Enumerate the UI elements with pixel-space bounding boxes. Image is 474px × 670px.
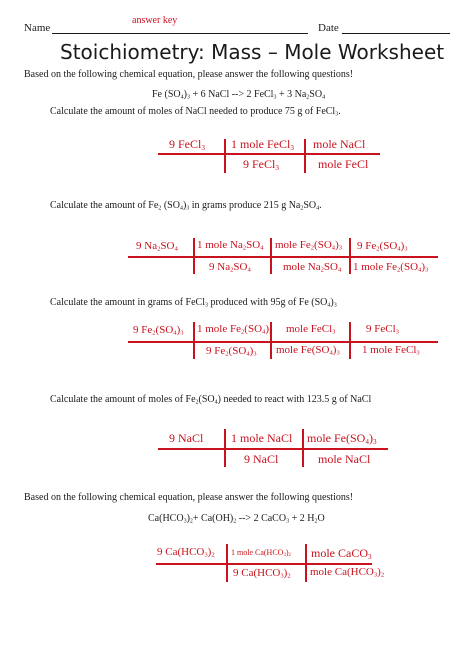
answer-3-top-4: 9 FeCl$_3$ (366, 323, 399, 336)
answer-4-top-1: 9 NaCl (169, 431, 204, 445)
answer-4-top-3: mole $Fe(SO_4)_3$ (307, 431, 377, 446)
answer-4-bottom-1: 9 NaCl (244, 452, 279, 466)
answer-2-top-3: mole $Fe_2(SO_4)_3$ (275, 239, 343, 252)
answer-2-divider-1 (193, 238, 195, 274)
answer-2-top-2: 1 mole $Na_2SO_4$ (197, 239, 264, 252)
chemical-equation-1: Fe $(SO_4)_3 + 6$ NaCl --> 2 FeCl$_3$ + 3 $Na_2SO_4$ (152, 89, 326, 101)
answer-3-bottom-2: mole $Fe(SO_4)_3$ (276, 344, 340, 357)
answer-5-top-2: 1 mole $Ca(HCO_3)_2$ (231, 548, 291, 559)
page-title: Stoichiometry: Mass – Mole Worksheet (60, 40, 445, 64)
answer-5-bottom-1: 9 $Ca(HCO_3)_2$ (233, 567, 291, 580)
answer-3-top-1: 9 $Fe_2(SO_4)_3$ (133, 324, 184, 337)
answer-4-divider-2 (302, 429, 304, 467)
answer-1-top-3: mole NaCl (313, 137, 366, 151)
question-1: Calculate the amount of moles of NaCl needed to produce 75 g of FeCl$_3$. (50, 106, 341, 118)
answer-4-bottom-2: mole NaCl (318, 452, 371, 466)
answer-2-top-4: 9 $Fe_2(SO_4)_3$ (357, 240, 408, 253)
answer-1-bottom-1: 9 FeCl$_3$ (243, 157, 279, 172)
answer-3-top-3: mole FeCl$_3$ (286, 323, 336, 336)
question-2: Calculate the amount of $Fe_2$ $(SO_4)_3$ in grams produce 215 g $Na_2SO_4$. (50, 200, 322, 212)
answer-5-divider-2 (305, 544, 307, 582)
question-4: Calculate the amount of moles of $Fe_2(SO_4)$ needed to react with 123.5 g of NaCl (50, 394, 372, 406)
answer-4-divider-1 (224, 429, 226, 467)
answer-3-top-2: 1 mole $Fe_2(SO_4)_3$ (197, 323, 273, 336)
answer-1-top-1: 9 FeCl$_3$ (169, 137, 205, 152)
name-underline (52, 33, 308, 34)
answer-5-bottom-2: mole $Ca(HCO_3)_2$ (310, 566, 385, 579)
answer-5-fraction-bar (156, 563, 372, 565)
intro-text-2: Based on the following chemical equation, please answer the following questions! (24, 492, 354, 503)
answer-1-fraction-bar (158, 153, 380, 155)
answer-2-bottom-2: mole $Na_2SO_4$ (283, 261, 342, 274)
answer-3-bottom-3: 1 mole FeCl$_3$ (362, 344, 420, 357)
answer-3-divider-3 (349, 322, 351, 359)
answer-3-fraction-bar (128, 341, 438, 343)
answer-3-divider-1 (193, 322, 195, 359)
answer-1-bottom-2: mole FeCl (318, 157, 369, 171)
answer-2-fraction-bar (128, 256, 438, 258)
answer-key-handwriting: answer key (132, 15, 178, 26)
answer-2-divider-2 (270, 238, 272, 274)
date-underline (342, 33, 450, 34)
answer-5-top-3: mole CaCO$_3$ (311, 546, 372, 561)
answer-5-top-1: 9 $Ca(HCO_3)_2$ (157, 546, 215, 559)
name-label: Name (24, 22, 51, 34)
answer-3-bottom-1: 9 $Fe_2(SO_4)_3$ (206, 345, 257, 358)
answer-1-top-2: 1 mole FeCl$_3$ (231, 137, 294, 152)
answer-2-bottom-1: 9 $Na_2SO_4$ (209, 261, 251, 274)
intro-text-1: Based on the following chemical equation, please answer the following questions! (24, 69, 354, 80)
answer-2-divider-3 (349, 238, 351, 274)
answer-2-bottom-3: 1 mole $Fe_2(SO_4)_3$ (353, 261, 429, 274)
question-3: Calculate the amount in grams of FeCl$_3$ produced with 95g of Fe $(SO_4)_3$ (50, 297, 337, 309)
date-label: Date (318, 22, 339, 34)
chemical-equation-2: $Ca(HCO_3)_2+ Ca(OH)_2$ --> 2 CaCO$_3$ + 2 $H_2O$ (148, 513, 325, 525)
answer-5-divider-1 (226, 544, 228, 582)
answer-1-divider-2 (304, 139, 306, 173)
answer-1-divider-1 (224, 139, 226, 173)
answer-4-fraction-bar (158, 448, 388, 450)
answer-4-top-2: 1 mole NaCl (231, 431, 293, 445)
answer-2-top-1: 9 $Na_2SO_4$ (136, 240, 178, 253)
